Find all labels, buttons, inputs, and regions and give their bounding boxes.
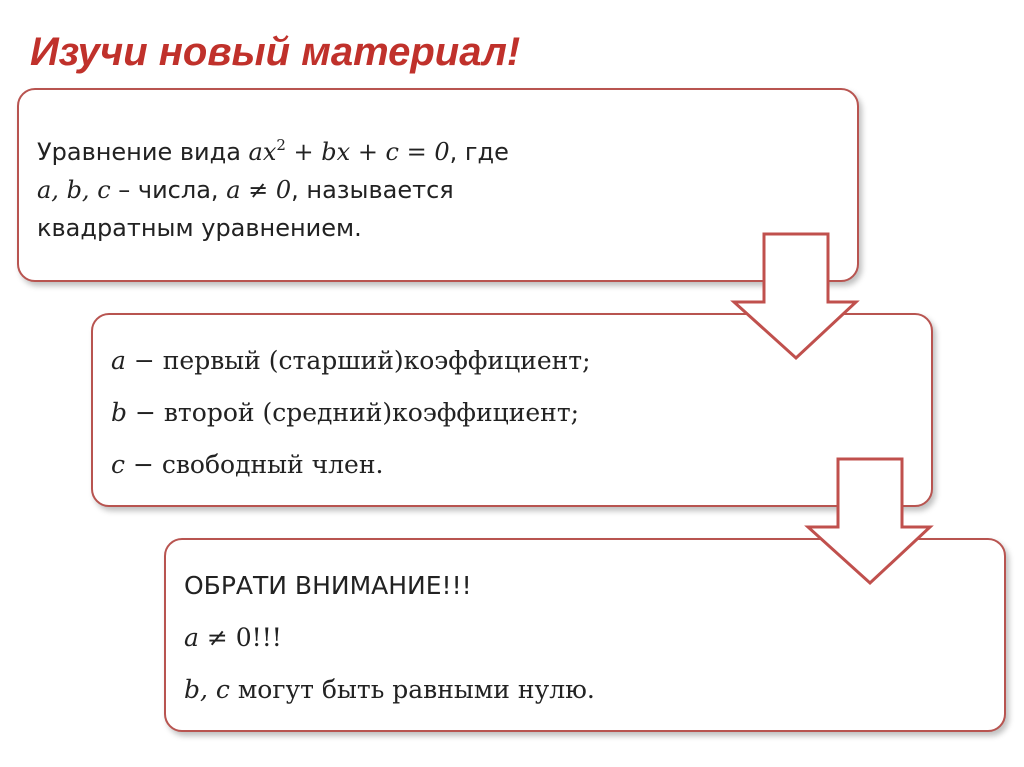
equation-rest: + bx + c = 0 xyxy=(285,138,450,166)
attention-vars-text: могут быть равными нулю. xyxy=(229,675,595,704)
coefficient-var: a xyxy=(111,346,126,375)
definition-line3: квадратным уравнением. xyxy=(37,214,362,242)
coefficient-var: b xyxy=(111,398,128,427)
attention-condition-text: ≠ 0!!! xyxy=(198,623,282,652)
attention-condition-line xyxy=(184,612,595,664)
definition-condition: a ≠ 0 xyxy=(226,176,292,204)
coefficient-text: − первый (старший)коэффициент; xyxy=(125,346,591,375)
coefficient-a-line xyxy=(111,335,591,387)
down-arrow-icon xyxy=(730,232,860,362)
definition-called: , называется xyxy=(291,176,454,204)
attention-heading: ОБРАТИ ВНИМАНИЕ!!! xyxy=(184,571,472,600)
coefficient-b-line xyxy=(111,387,591,439)
equation-lhs: ax xyxy=(248,138,277,166)
attention-list xyxy=(184,560,595,716)
coefficient-c-line xyxy=(111,439,591,491)
attention-vars: b, c xyxy=(184,675,230,704)
coefficient-var: c xyxy=(111,450,126,479)
slide-title: Изучи новый материал! xyxy=(30,30,521,74)
definition-vars: a, b, c xyxy=(37,176,111,204)
attention-zero-line xyxy=(184,664,595,716)
equation-power: 2 xyxy=(276,136,286,154)
coefficient-text: − свободный член. xyxy=(125,450,384,479)
definition-intro: Уравнение вида xyxy=(37,138,249,166)
coefficients-list xyxy=(111,335,591,491)
definition-where: , где xyxy=(449,138,509,166)
down-arrow-icon xyxy=(804,457,934,587)
definition-vars-text: – числа, xyxy=(110,176,227,204)
definition-text xyxy=(37,126,637,247)
coefficient-text: − второй (средний)коэффициент; xyxy=(127,398,580,427)
attention-condition-var: a xyxy=(184,623,199,652)
